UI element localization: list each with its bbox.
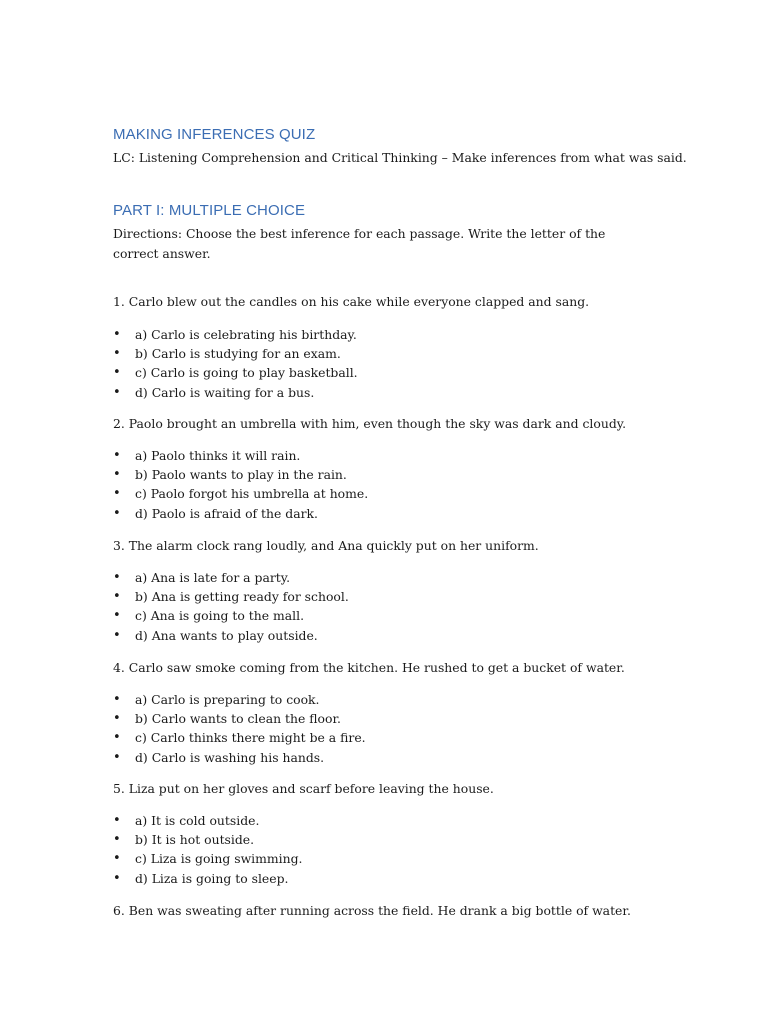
option-item bbox=[113, 728, 366, 747]
bullet-icon: • bbox=[113, 711, 121, 727]
bullet-icon: • bbox=[113, 570, 121, 585]
option-item bbox=[113, 363, 358, 382]
option-text: c) Ana is going to the mall. bbox=[135, 608, 305, 624]
option-text: d) Carlo is waiting for a bus. bbox=[135, 384, 315, 400]
option-text: b) Carlo is studying for an exam. bbox=[135, 346, 341, 362]
option-text: a) Paolo thinks it will rain. bbox=[135, 448, 301, 463]
document-subtitle: LC: Listening Comprehension and Critical Thinking – Make inferences from what was said. bbox=[113, 150, 687, 165]
bullet-icon: • bbox=[113, 346, 121, 362]
option-text: a) It is cold outside. bbox=[135, 813, 260, 828]
option-text: c) Liza is going swimming. bbox=[135, 851, 303, 867]
question-text: 6. Ben was sweating after running across the field. He drank a big bottle of water. bbox=[113, 903, 631, 918]
option-item bbox=[113, 709, 366, 728]
option-item bbox=[113, 465, 368, 484]
option-item bbox=[113, 383, 358, 402]
option-item bbox=[113, 811, 302, 830]
options-list bbox=[113, 446, 368, 523]
option-text: d) Paolo is afraid of the dark. bbox=[135, 505, 318, 521]
option-text: c) Carlo is going to play basketball. bbox=[135, 365, 358, 381]
bullet-icon: • bbox=[113, 467, 121, 483]
bullet-icon: • bbox=[113, 505, 121, 521]
question-text: 1. Carlo blew out the candles on his cake while everyone clapped and sang. bbox=[113, 294, 590, 309]
option-item bbox=[113, 849, 302, 868]
options-list bbox=[113, 325, 358, 402]
option-text: b) Ana is getting ready for school. bbox=[135, 589, 349, 605]
bullet-icon: • bbox=[113, 608, 121, 624]
option-item bbox=[113, 504, 368, 523]
bullet-icon: • bbox=[113, 870, 121, 886]
option-item bbox=[113, 869, 302, 888]
bullet-icon: • bbox=[113, 384, 121, 400]
bullet-icon: • bbox=[113, 730, 121, 746]
bullet-icon: • bbox=[113, 813, 121, 828]
option-text: a) Carlo is preparing to cook. bbox=[135, 692, 320, 707]
bullet-icon: • bbox=[113, 851, 121, 867]
bullet-icon: • bbox=[113, 749, 121, 765]
option-item bbox=[113, 626, 349, 645]
bullet-icon: • bbox=[113, 692, 121, 707]
option-text: a) Ana is late for a party. bbox=[135, 570, 291, 585]
bullet-icon: • bbox=[113, 486, 121, 502]
options-list bbox=[113, 690, 366, 767]
options-list bbox=[113, 568, 349, 645]
option-item bbox=[113, 587, 349, 606]
question-text: 4. Carlo saw smoke coming from the kitchen. He rushed to get a bucket of water. bbox=[113, 660, 625, 675]
option-text: d) Liza is going to sleep. bbox=[135, 870, 289, 886]
bullet-icon: • bbox=[113, 327, 121, 342]
option-item bbox=[113, 748, 366, 767]
document-title: MAKING INFERENCES QUIZ bbox=[113, 126, 316, 143]
option-text: d) Ana wants to play outside. bbox=[135, 627, 318, 643]
option-item bbox=[113, 344, 358, 363]
bullet-icon: • bbox=[113, 589, 121, 605]
bullet-icon: • bbox=[113, 627, 121, 643]
directions-text: Directions: Choose the best inference for each passage. Write the letter of the correct answer. bbox=[113, 226, 606, 261]
bullet-icon: • bbox=[113, 365, 121, 381]
option-text: b) Carlo wants to clean the floor. bbox=[135, 711, 341, 727]
option-item bbox=[113, 446, 368, 465]
option-text: c) Carlo thinks there might be a fire. bbox=[135, 730, 366, 746]
bullet-icon: • bbox=[113, 448, 121, 463]
option-text: d) Carlo is washing his hands. bbox=[135, 749, 325, 765]
bullet-icon: • bbox=[113, 832, 121, 848]
part-heading: PART I: MULTIPLE CHOICE bbox=[113, 202, 306, 219]
option-text: c) Paolo forgot his umbrella at home. bbox=[135, 486, 369, 502]
option-text: b) Paolo wants to play in the rain. bbox=[135, 467, 347, 483]
option-item bbox=[113, 484, 368, 503]
option-item bbox=[113, 606, 349, 625]
option-item bbox=[113, 690, 366, 709]
options-list bbox=[113, 811, 302, 888]
option-item bbox=[113, 325, 358, 344]
question-text: 3. The alarm clock rang loudly, and Ana quickly put on her uniform. bbox=[113, 538, 539, 553]
question-text: 2. Paolo brought an umbrella with him, even though the sky was dark and cloudy. bbox=[113, 416, 627, 431]
question-text: 5. Liza put on her gloves and scarf before leaving the house. bbox=[113, 781, 494, 796]
option-text: a) Carlo is celebrating his birthday. bbox=[135, 327, 357, 342]
option-text: b) It is hot outside. bbox=[135, 832, 255, 848]
option-item bbox=[113, 830, 302, 849]
option-item bbox=[113, 568, 349, 587]
